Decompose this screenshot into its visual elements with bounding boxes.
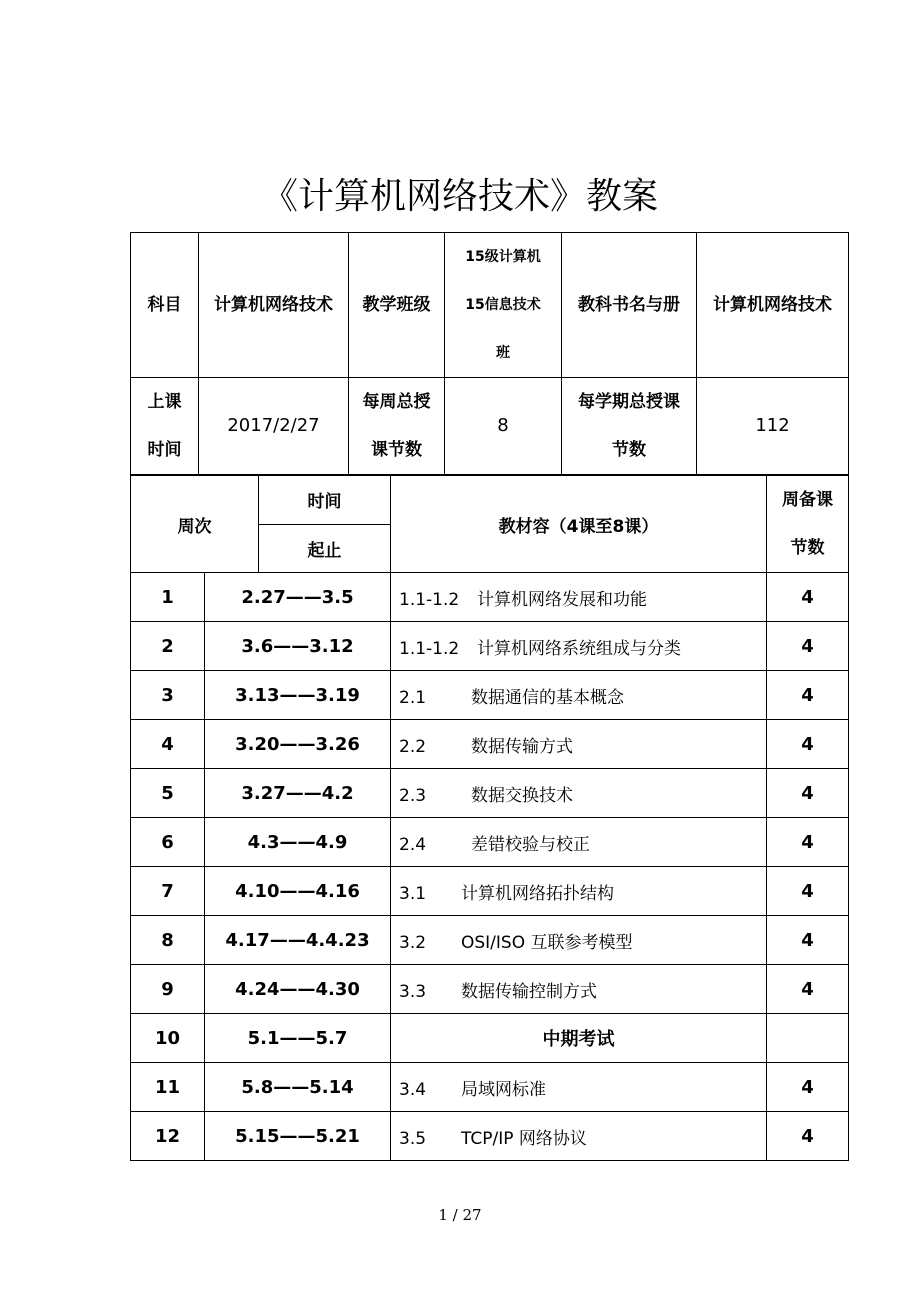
section-number: 1.1-1.2 <box>399 589 460 610</box>
section-number: 3.4 <box>399 1079 427 1100</box>
date-range: 5.15——5.21 <box>205 1112 391 1161</box>
date-range: 5.1——5.7 <box>205 1014 391 1063</box>
start-label: 上课 时间 <box>131 378 199 475</box>
week-number: 8 <box>131 916 205 965</box>
section-number: 2.3 <box>399 785 427 806</box>
week-number: 4 <box>131 720 205 769</box>
table-row <box>131 1063 849 1112</box>
topic-title: 数据交换技术 <box>471 785 573 806</box>
lesson-content <box>391 916 767 965</box>
weekly-hours-value: 8 <box>445 378 562 475</box>
subject-label: 科目 <box>131 233 199 378</box>
table-row <box>131 622 849 671</box>
table-row <box>131 916 849 965</box>
date-range: 5.8——5.14 <box>205 1063 391 1112</box>
week-number: 7 <box>131 867 205 916</box>
date-range: 4.24——4.30 <box>205 965 391 1014</box>
weekly-hours: 4 <box>767 622 849 671</box>
lesson-content <box>391 1063 767 1112</box>
topic-title: 差错校验与校正 <box>471 834 590 855</box>
schedule-table <box>130 572 849 1161</box>
week-number: 1 <box>131 573 205 622</box>
lesson-content <box>391 965 767 1014</box>
topic-title: 计算机网络系统组成与分类 <box>477 638 681 659</box>
midterm-label: 中期考试 <box>391 1014 767 1063</box>
date-range: 4.10——4.16 <box>205 867 391 916</box>
weekly-hours: 4 <box>767 720 849 769</box>
lesson-content <box>391 818 767 867</box>
weekly-hours: 4 <box>767 769 849 818</box>
hours-header: 周备课 节数 <box>767 476 849 573</box>
table-row <box>131 1112 849 1161</box>
range-header: 起止 <box>259 524 391 573</box>
topic-title: 局域网标准 <box>461 1079 546 1100</box>
term-hours-label: 每学期总授课 节数 <box>562 378 697 475</box>
subject-value: 计算机网络技术 <box>199 233 349 378</box>
lesson-content <box>391 671 767 720</box>
lesson-content <box>391 573 767 622</box>
week-number: 5 <box>131 769 205 818</box>
date-range: 4.3——4.9 <box>205 818 391 867</box>
table-row <box>131 818 849 867</box>
table-row <box>131 867 849 916</box>
section-number: 2.1 <box>399 687 427 708</box>
schedule-header-table <box>130 475 849 573</box>
time-header: 时间 <box>259 476 391 525</box>
table-row <box>131 1014 849 1063</box>
table-row <box>131 720 849 769</box>
table-row <box>131 671 849 720</box>
course-info-table <box>130 232 849 475</box>
textbook-label: 教科书名与册 <box>562 233 697 378</box>
section-number: 3.3 <box>399 981 427 1002</box>
weekly-hours: 4 <box>767 573 849 622</box>
lesson-content <box>391 1112 767 1161</box>
section-number: 2.2 <box>399 736 427 757</box>
lesson-content <box>391 867 767 916</box>
week-number: 3 <box>131 671 205 720</box>
section-number: 2.4 <box>399 834 427 855</box>
weekly-hours: 4 <box>767 1112 849 1161</box>
date-range: 3.27——4.2 <box>205 769 391 818</box>
table-row <box>131 965 849 1014</box>
content-header: 教材容（4课至8课） <box>391 476 767 573</box>
topic-title: 数据传输控制方式 <box>461 981 597 1002</box>
week-number: 6 <box>131 818 205 867</box>
table-row <box>131 573 849 622</box>
weekly-hours: 4 <box>767 1063 849 1112</box>
date-range: 4.17——4.4.23 <box>205 916 391 965</box>
section-number: 3.1 <box>399 883 427 904</box>
start-value: 2017/2/27 <box>199 378 349 475</box>
section-number: 3.2 <box>399 932 427 953</box>
weekly-hours-label: 每周总授 课节数 <box>349 378 445 475</box>
table-row <box>131 769 849 818</box>
topic-title: 数据传输方式 <box>471 736 573 757</box>
section-number: 1.1-1.2 <box>399 638 460 659</box>
week-number: 9 <box>131 965 205 1014</box>
weekly-hours: 4 <box>767 671 849 720</box>
date-range: 3.6——3.12 <box>205 622 391 671</box>
page-title: 《计算机网络技术》教案 <box>261 176 658 217</box>
weekly-hours <box>767 1014 849 1063</box>
section-number: 3.5 <box>399 1128 427 1149</box>
week-header: 周次 <box>131 476 259 573</box>
week-number: 11 <box>131 1063 205 1112</box>
term-hours-value: 112 <box>697 378 849 475</box>
weekly-hours: 4 <box>767 867 849 916</box>
topic-title: 计算机网络拓扑结构 <box>461 883 614 904</box>
weekly-hours: 4 <box>767 818 849 867</box>
weekly-hours: 4 <box>767 916 849 965</box>
topic-title: 计算机网络发展和功能 <box>477 589 647 610</box>
lesson-content <box>391 769 767 818</box>
lesson-content <box>391 720 767 769</box>
week-number: 12 <box>131 1112 205 1161</box>
weekly-hours: 4 <box>767 965 849 1014</box>
topic-title: OSI/ISO 互联参考模型 <box>461 932 633 953</box>
class-value: 15级计算机 15信息技术 班 <box>445 233 562 378</box>
topic-title: 数据通信的基本概念 <box>471 687 624 708</box>
date-range: 3.20——3.26 <box>205 720 391 769</box>
date-range: 3.13——3.19 <box>205 671 391 720</box>
page-number: 1 / 27 <box>438 1206 482 1224</box>
week-number: 2 <box>131 622 205 671</box>
textbook-value: 计算机网络技术 <box>697 233 849 378</box>
class-label: 教学班级 <box>349 233 445 378</box>
week-number: 10 <box>131 1014 205 1063</box>
lesson-content <box>391 622 767 671</box>
topic-title: TCP/IP 网络协议 <box>461 1128 587 1149</box>
date-range: 2.27——3.5 <box>205 573 391 622</box>
